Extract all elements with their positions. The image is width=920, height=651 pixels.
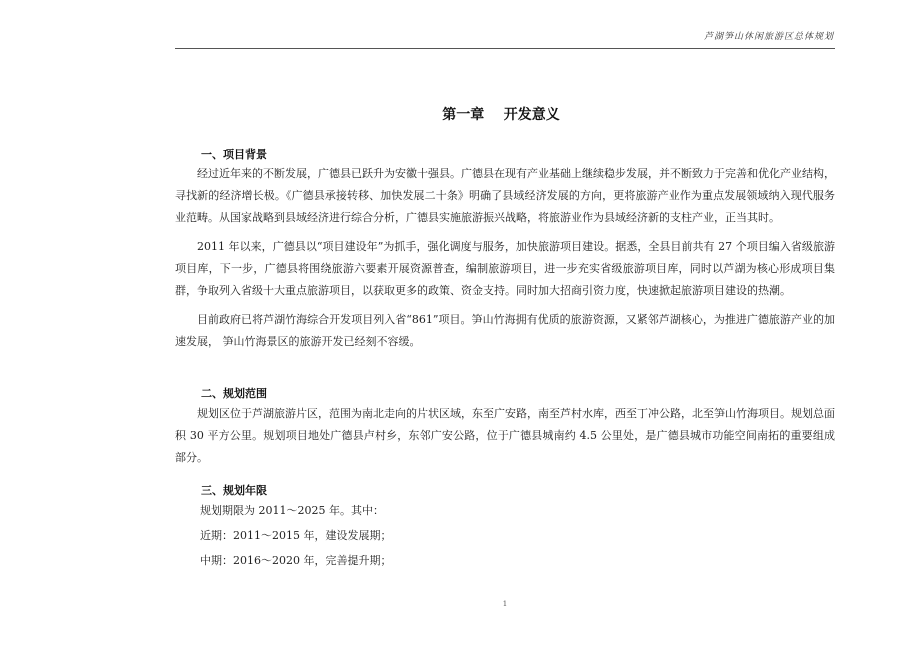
page-number: 1 [502,600,508,608]
section-heading-scope: 二、规划范围 [201,387,267,400]
paragraph-background-3: 目前政府已将芦湖竹海综合开发项目列入省“861”项目。笋山竹海拥有优质的旅游资源，又紧邻芦湖核心，为推进广德旅游产业的加速发展， 笋山竹海景区的旅游开发已经刻不容缓。 [175,313,835,348]
period-line-mid-term: 中期：2016～2020 年，完善提升期； [200,554,392,567]
paragraph-background-1: 经过近年来的不断发展，广德县已跃升为安徽十强县。广德县在现有产业基础上继续稳步发展，并不断致力于完善和优化产业结构，寻找新的经济增长极。《广德县承接转移、加快发展二十条》明确了县域经济发展的方向，更将旅游产业作为重点发展领域纳入现代服务业范畴。从国家战略到县域经济进行综合分析，广德县实施旅游振兴战略，将旅游业作为县域经济新的支柱产业，正当其时。 [175,167,835,224]
running-header: 芦湖笋山休闲旅游区总体规划 [703,32,834,42]
chapter-title: 第一章 开发意义 [442,107,560,123]
period-line-overall: 规划期限为 2011～2025 年。其中： [200,504,384,517]
section-heading-background: 一、项目背景 [201,148,267,161]
section-heading-period: 三、规划年限 [201,484,267,497]
paragraph-scope: 规划区位于芦湖旅游片区，范围为南北走向的片状区域，东至广安路，南至芦村水库，西至丁冲公路，北至笋山竹海项目。规划总面积 30 平方公里。规划项目地处广德县卢村乡，东邻广安公路，位于广德县城南约 4.5 公里处，是广德县城市功能空间南拓的重要组成部分。 [175,407,835,464]
period-line-near-term: 近期：2011～2015 年，建设发展期； [200,529,392,542]
paragraph-background-2: 2011 年以来，广德县以“项目建设年”为抓手，强化调度与服务，加快旅游项目建设。据悉，全县目前共有 27 个项目编入省级旅游项目库，下一步，广德县将围绕旅游六要素开展资源普查，编制旅游项目，进一步充实省级旅游项目库，同时以芦湖为核心形成项目集群，争取列入省级十大重点旅游项目，以获取更多的政策、资金支持。同时加大招商引资力度，快速掀起旅游项目建设的热潮。 [175,240,835,297]
header-rule [175,48,835,49]
